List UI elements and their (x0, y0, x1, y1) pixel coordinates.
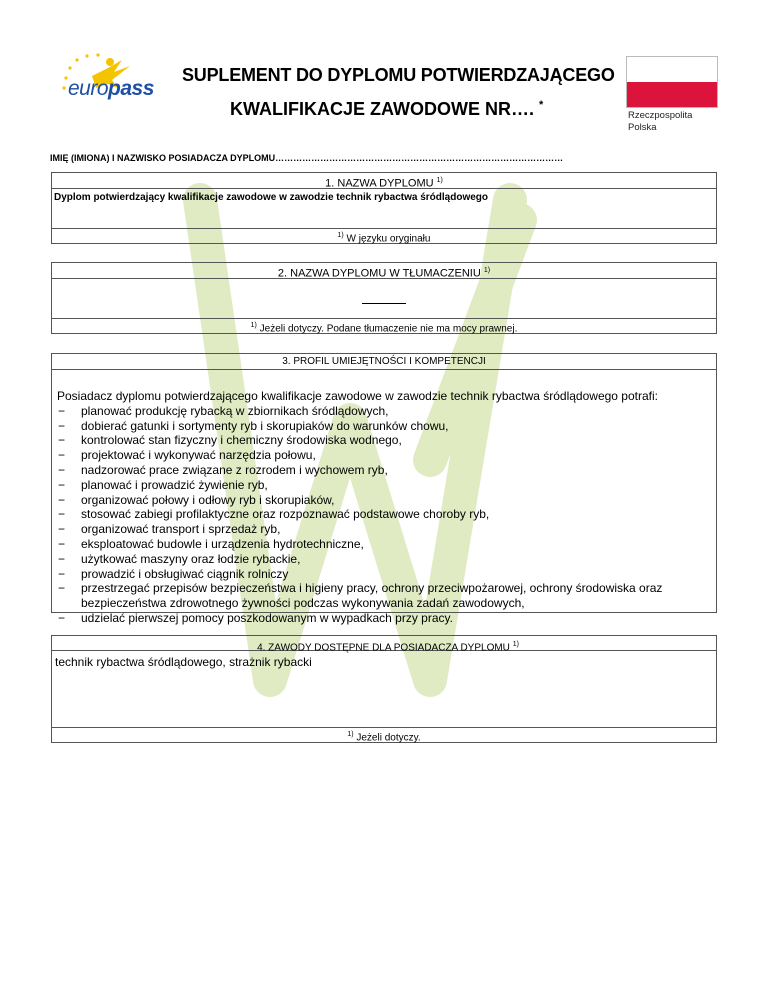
skill-item: − kontrolować stan fizyczny i chemiczny środowiska wodnego, (57, 433, 712, 448)
section-2-header (52, 263, 716, 279)
skill-item: − nadzorować prace związane z rozrodem i wychowem ryb, (57, 463, 712, 478)
section-1-header-text: 1. NAZWA DYPLOMU (325, 177, 434, 190)
flag-white-stripe (627, 57, 717, 82)
section-3-intro: Posiadacz dyplomu potwierdzającego kwalifikacje zawodowe w zawodzie technik rybactwa śródlądowego potrafi: (57, 389, 658, 403)
section-2-footnote-sup: 1) (250, 322, 257, 329)
section-4-header-sup: 1) (512, 641, 519, 648)
section-available-occupations (51, 635, 717, 743)
section-2-blank-line (362, 303, 406, 304)
section-2-header-text: 2. NAZWA DYPLOMU W TŁUMACZENIU (277, 267, 481, 280)
section-4-header (52, 636, 716, 654)
section-translated-name (51, 262, 717, 334)
skill-item: − prowadzić i obsługiwać ciągnik rolniczy (57, 567, 712, 582)
section-1-header (52, 173, 716, 189)
skill-item: − przestrzegać przepisów bezpieczeństwa i higieny pracy, ochrony przeciwpożarowej, ochrony środowiska oraz bezpieczeństwa zdrowotnego żywności podczas wykonywania zadań zawodowych, (57, 581, 712, 611)
section-1-header-sup: 1) (436, 177, 443, 184)
skill-item: − użytkować maszyny oraz łodzie rybackie, (57, 552, 712, 567)
logo-euro: euro (68, 77, 109, 100)
section-2-footnote (52, 318, 716, 333)
section-2-footnote-text: Jeżeli dotyczy. Podane tłumaczenie nie ma mocy prawnej. (259, 323, 518, 335)
skill-item: − organizować połowy i odłowy ryb i skorupiaków, (57, 493, 712, 508)
flag-red-stripe (627, 82, 717, 107)
country-name (628, 110, 692, 134)
title-asterisk: * (539, 99, 544, 111)
section-1-footnote-text: W języku oryginału (346, 233, 431, 245)
section-4-content: technik rybactwa śródlądowego, strażnik rybacki (52, 650, 716, 673)
section-1-footnote-sup: 1) (337, 232, 344, 239)
section-3-content (52, 370, 716, 626)
country-line-2: Polska (628, 122, 657, 133)
section-1-content: Dyplom potwierdzający kwalifikacje zawodowe w zawodzie technik rybactwa śródlądowego (54, 192, 489, 203)
europass-logo-text (68, 77, 154, 101)
title-line-1: SUPLEMENT DO DYPLOMU POTWIERDZAJĄCEGO (182, 65, 615, 85)
section-2-header-sup: 1) (483, 267, 491, 274)
country-line-1: Rzeczpospolita (628, 110, 693, 121)
section-1-footnote (52, 228, 716, 243)
poland-flag-icon (626, 56, 718, 108)
skill-item: − projektować i wykonywać narzędzia połowu, (57, 448, 712, 463)
skills-list (57, 404, 712, 626)
section-diploma-name (51, 172, 717, 244)
skill-item: − eksploatować budowle i urządzenia hydrotechniczne, (57, 537, 712, 552)
section-skills-profile (51, 353, 717, 625)
skill-item: − udzielać pierwszej pomocy poszkodowanym w wypadkach przy pracy. (57, 611, 712, 626)
title-line-2-text: KWALIFIKACJE ZAWODOWE NR…. (230, 99, 534, 119)
document-title (182, 60, 622, 124)
section-4-header-text: 4. ZAWODY DOSTĘPNE DLA POSIADACZA DYPLOMU (257, 642, 510, 654)
title-line-2 (182, 90, 622, 124)
section-4-footnote-sup: 1) (347, 731, 354, 738)
skill-item: − dobierać gatunki i sortymenty ryb i skorupiaków do warunków chowu, (57, 419, 712, 434)
section-4-footnote (52, 727, 716, 742)
holder-name-field: IMIĘ (IMIONA) I NAZWISKO POSIADACZA DYPLOMU…………………………………………………………………………………… (50, 153, 564, 163)
section-3-header: 3. PROFIL UMIEJĘTNOŚCI I KOMPETENCJI (52, 354, 716, 370)
skill-item: − planować i prowadzić żywienie ryb, (57, 478, 712, 493)
skill-item: − planować produkcję rybacką w zbiornikach śródlądowych, (57, 404, 712, 419)
skill-item: − stosować zabiegi profilaktyczne oraz rozpoznawać podstawowe choroby ryb, (57, 507, 712, 522)
skill-item: − organizować transport i sprzedaż ryb, (57, 522, 712, 537)
logo-pass: pass (108, 77, 154, 100)
section-4-footnote-text: Jeżeli dotyczy. (356, 732, 421, 744)
